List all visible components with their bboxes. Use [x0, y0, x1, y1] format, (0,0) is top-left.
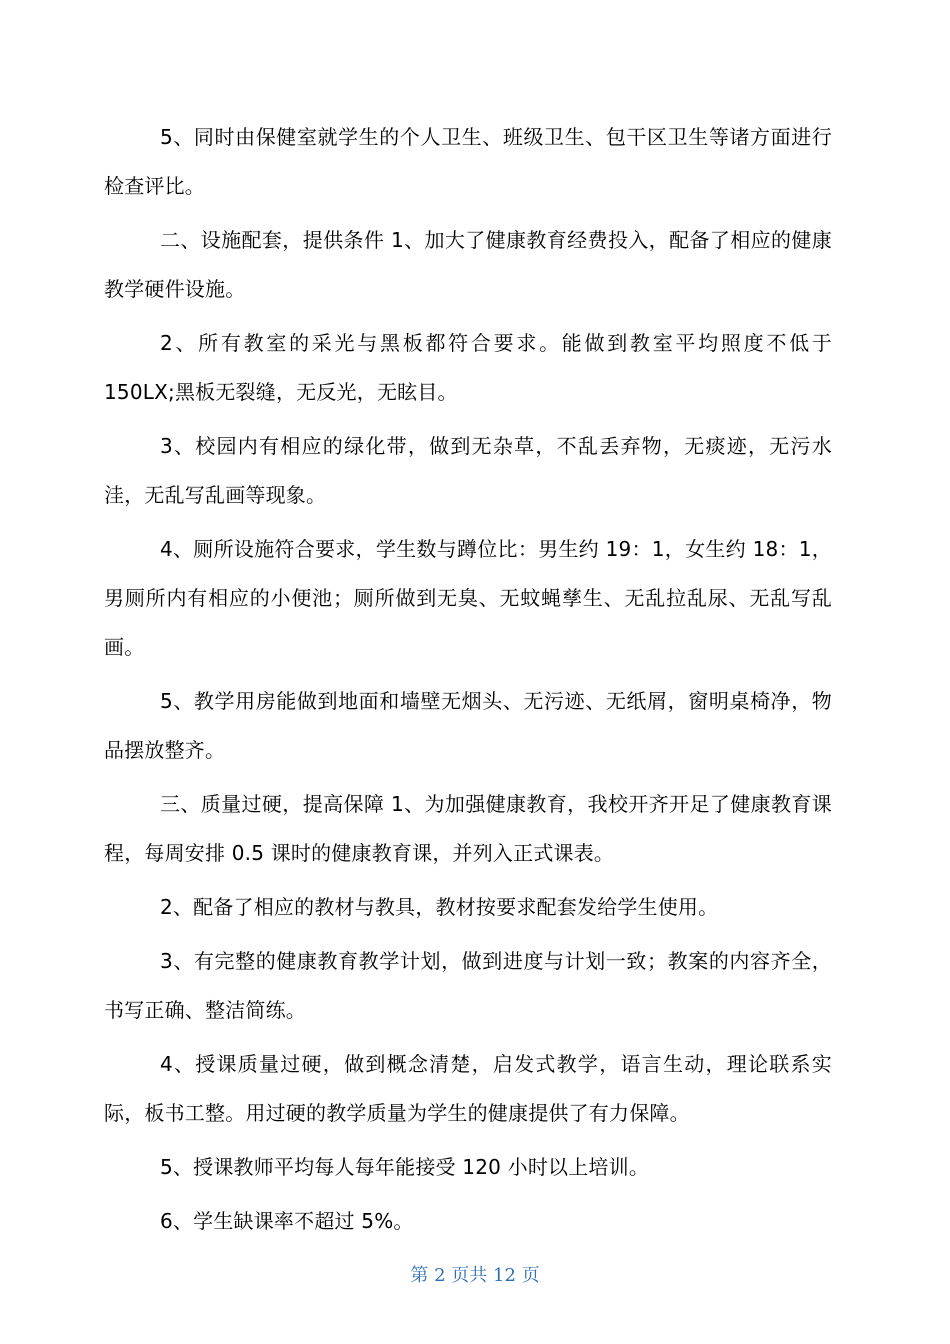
page-number-footer: 第 2 页共 12 页: [410, 1265, 540, 1286]
paragraph: 3、有完整的健康教育教学计划，做到进度与计划一致；教案的内容齐全，书写正确、整洁简练。: [104, 949, 832, 1022]
paragraph: 3、校园内有相应的绿化带，做到无杂草，不乱丢弃物，无痰迹，无污水洼，无乱写乱画等现象。: [104, 434, 832, 507]
paragraph: 4、厕所设施符合要求，学生数与蹲位比：男生约 19：1，女生约 18：1，男厕所内有相应的小便池；厕所做到无臭、无蚊蝇孳生、无乱拉乱尿、无乱写乱画。: [104, 537, 832, 659]
paragraph: 5、授课教师平均每人每年能接受 120 小时以上培训。: [160, 1155, 650, 1179]
paragraph: 2、所有教室的采光与黑板都符合要求。能做到教室平均照度不低于 150LX;黑板无裂缝，无反光，无眩目。: [104, 331, 832, 404]
paragraph: 2、配备了相应的教材与教具，教材按要求配套发给学生使用。: [160, 895, 719, 919]
paragraph: 5、同时由保健室就学生的个人卫生、班级卫生、包干区卫生等诸方面进行检查评比。: [104, 125, 832, 198]
paragraph: 5、教学用房能做到地面和墙壁无烟头、无污迹、无纸屑，窗明桌椅净，物品摆放整齐。: [104, 689, 832, 762]
paragraph: 4、授课质量过硬，做到概念清楚，启发式教学，语言生动，理论联系实际，板书工整。用过硬的教学质量为学生的健康提供了有力保障。: [104, 1052, 832, 1125]
paragraph: 三、质量过硬，提高保障 1、为加强健康教育，我校开齐开足了健康教育课程，每周安排 0.5 课时的健康教育课，并列入正式课表。: [104, 792, 832, 865]
paragraph: 二、设施配套，提供条件 1、加大了健康教育经费投入，配备了相应的健康教学硬件设施。: [104, 228, 832, 301]
document-body: [104, 113, 832, 1251]
paragraph: 6、学生缺课率不超过 5%。: [160, 1209, 414, 1233]
